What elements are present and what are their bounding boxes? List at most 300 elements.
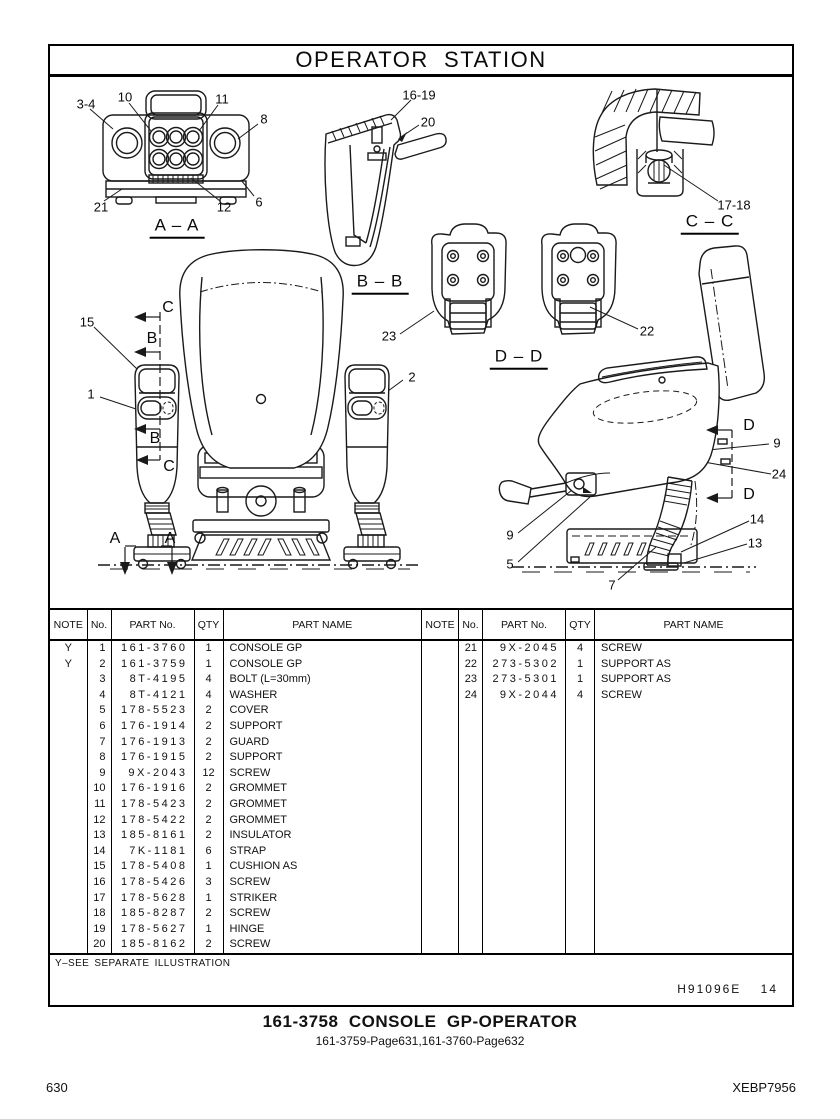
table-cell: 9X-2043 [111, 766, 194, 782]
table-cell: 176-1916 [111, 781, 194, 797]
table-row [50, 813, 421, 829]
section-letter: C [163, 458, 175, 475]
table-row [50, 640, 421, 657]
table-cell [483, 906, 566, 922]
table-cell: GROMMET [223, 797, 421, 813]
table-row [422, 891, 793, 907]
table-cell: 9X-2045 [483, 640, 566, 657]
table-cell: CONSOLE GP [223, 657, 421, 673]
table-cell: 161-3760 [111, 640, 194, 657]
table-cell: 2 [194, 735, 223, 751]
table-cell: 185-8287 [111, 906, 194, 922]
table-row [422, 672, 793, 688]
section-cc-drawing [593, 89, 714, 196]
section-letter: D [743, 486, 755, 503]
table-cell [459, 813, 483, 829]
table-row [50, 735, 421, 751]
document-id: XEBP7956 [732, 1080, 796, 1095]
table-row [422, 813, 793, 829]
table-cell [50, 719, 87, 735]
table-cell: 178-5422 [111, 813, 194, 829]
table-row [50, 781, 421, 797]
table-row [422, 750, 793, 766]
table-cell: SCREW [223, 766, 421, 782]
table-cell: 16 [87, 875, 111, 891]
table-cell [422, 922, 459, 938]
table-row [50, 719, 421, 735]
table-cell: 1 [87, 640, 111, 657]
table-cell [483, 703, 566, 719]
table-cell [50, 828, 87, 844]
table-cell [566, 750, 595, 766]
table-cell [595, 922, 793, 938]
table-cell [50, 891, 87, 907]
table-cell [483, 875, 566, 891]
callout-label: 13 [747, 535, 763, 551]
table-row [422, 703, 793, 719]
table-cell: 178-5628 [111, 891, 194, 907]
table-cell [566, 719, 595, 735]
table-cell [566, 891, 595, 907]
table-cell [422, 766, 459, 782]
table-cell: 13 [87, 828, 111, 844]
callout-label: 6 [255, 194, 263, 210]
table-cell [459, 828, 483, 844]
section-letter: D [743, 417, 755, 434]
callout-label: 9 [773, 435, 781, 451]
table-cell [422, 672, 459, 688]
table-row [50, 875, 421, 891]
table-cell: 3 [194, 875, 223, 891]
table-cell: 7 [87, 735, 111, 751]
table-header-row [50, 610, 421, 640]
callout-label: 2 [408, 369, 416, 385]
table-cell: 2 [194, 906, 223, 922]
table-cell: 1 [194, 859, 223, 875]
table-cell: 2 [194, 750, 223, 766]
table-row [422, 766, 793, 782]
table-row [50, 657, 421, 673]
col-header-partname: PART NAME [223, 610, 421, 640]
table-cell: 176-1914 [111, 719, 194, 735]
table-cell [422, 703, 459, 719]
table-cell: SUPPORT [223, 719, 421, 735]
table-cell [459, 859, 483, 875]
table-cell: 9 [87, 766, 111, 782]
callout-label: 11 [215, 91, 229, 107]
table-cell: 178-5408 [111, 859, 194, 875]
callout-label: 17-18 [717, 197, 751, 213]
table-cell [566, 937, 595, 953]
table-cell: 12 [194, 766, 223, 782]
section-bb-drawing [325, 115, 446, 266]
callout-label: 9 [506, 527, 514, 543]
table-cell: Y [64, 657, 72, 670]
table-cell [595, 844, 793, 860]
table-cell: SCREW [223, 937, 421, 953]
table-cell: 1 [566, 672, 595, 688]
table-cell [483, 813, 566, 829]
table-cell: 11 [87, 797, 111, 813]
table-cell: 7K-1181 [111, 844, 194, 860]
table-cell [459, 875, 483, 891]
table-cell [422, 781, 459, 797]
table-cell [459, 735, 483, 751]
page-number: 630 [46, 1080, 68, 1095]
caption-block [0, 1012, 840, 1048]
col-header-no: No. [87, 610, 111, 640]
table-cell: 8 [87, 750, 111, 766]
section-label-dd: D – D [490, 347, 548, 370]
section-letter: B [146, 330, 158, 347]
table-cell [459, 844, 483, 860]
table-row [50, 859, 421, 875]
drawing-code [677, 982, 778, 996]
table-cell [459, 937, 483, 953]
table-cell [459, 750, 483, 766]
table-cell [566, 875, 595, 891]
table-row [50, 750, 421, 766]
table-cell [50, 922, 87, 938]
table-cell [483, 844, 566, 860]
table-cell: 2 [194, 828, 223, 844]
table-cell: SUPPORT AS [595, 657, 793, 673]
table-cell [483, 719, 566, 735]
table-cell [595, 781, 793, 797]
callout-label: 21 [93, 199, 109, 215]
table-cell: 9X-2044 [483, 688, 566, 704]
callout-label: 3-4 [76, 96, 96, 112]
table-cell: 2 [87, 657, 111, 673]
seat-rear-view-drawing [98, 250, 422, 575]
table-cell [566, 906, 595, 922]
table-cell: 2 [194, 719, 223, 735]
table-cell [50, 797, 87, 813]
table-cell: 12 [87, 813, 111, 829]
table-cell: Y [64, 642, 72, 654]
table-cell [595, 750, 793, 766]
table-cell: 2 [194, 797, 223, 813]
table-cell [483, 922, 566, 938]
table-cell: 4 [194, 688, 223, 704]
table-cell [50, 750, 87, 766]
table-cell [50, 766, 87, 782]
callout-label: 5 [506, 556, 514, 572]
table-cell: STRAP [223, 844, 421, 860]
table-cell: 185-8161 [111, 828, 194, 844]
table-cell: 21 [459, 640, 483, 657]
table-cell [595, 891, 793, 907]
table-cell: 17 [87, 891, 111, 907]
table-cell: 4 [194, 672, 223, 688]
table-cell [422, 640, 459, 657]
table-cell: 19 [87, 922, 111, 938]
table-cell [422, 750, 459, 766]
table-cell: 8T-4195 [111, 672, 194, 688]
table-row [422, 875, 793, 891]
table-cell: 178-5426 [111, 875, 194, 891]
caption-title: 161-3758 CONSOLE GP-OPERATOR [262, 1012, 578, 1031]
table-cell [50, 859, 87, 875]
page-frame [48, 44, 794, 1007]
table-cell: GROMMET [223, 813, 421, 829]
table-cell [566, 781, 595, 797]
table-row [422, 828, 793, 844]
table-cell [459, 797, 483, 813]
table-cell: 6 [194, 844, 223, 860]
table-row [50, 766, 421, 782]
table-cell [483, 797, 566, 813]
table-cell [422, 797, 459, 813]
table-cell [422, 735, 459, 751]
table-cell [422, 844, 459, 860]
table-cell: INSULATOR [223, 828, 421, 844]
callout-label: 20 [420, 114, 436, 130]
col-header-note: NOTE [50, 610, 87, 640]
table-cell: 273-5301 [483, 672, 566, 688]
table-row [422, 922, 793, 938]
table-cell [50, 906, 87, 922]
table-cell: 6 [87, 719, 111, 735]
table-cell: STRIKER [223, 891, 421, 907]
table-cell: 176-1913 [111, 735, 194, 751]
table-row [50, 828, 421, 844]
footnote-text: Y–SEE SEPARATE ILLUSTRATION [55, 957, 231, 969]
table-cell [483, 781, 566, 797]
table-cell [422, 891, 459, 907]
section-letter: B [149, 430, 161, 447]
table-cell [459, 922, 483, 938]
sheet-number: 14 [760, 981, 778, 996]
table-cell [483, 735, 566, 751]
table-cell [566, 844, 595, 860]
table-cell: SCREW [223, 906, 421, 922]
callout-label: 7 [608, 577, 616, 593]
table-cell [422, 719, 459, 735]
table-cell: COVER [223, 703, 421, 719]
table-cell: 15 [87, 859, 111, 875]
table-row [422, 640, 793, 657]
table-cell: 10 [87, 781, 111, 797]
caption-subtitle: 161-3759-Page631,161-3760-Page632 [315, 1034, 525, 1048]
parts-table-block [50, 608, 792, 953]
table-row [422, 781, 793, 797]
table-cell [459, 766, 483, 782]
table-cell: 1 [194, 891, 223, 907]
table-cell [459, 781, 483, 797]
table-cell: 178-5523 [111, 703, 194, 719]
table-cell: 273-5302 [483, 657, 566, 673]
callout-label: 1 [87, 386, 95, 402]
callout-label: 10 [117, 89, 133, 105]
section-label-bb: B – B [352, 272, 409, 295]
table-row [50, 844, 421, 860]
table-cell [50, 672, 87, 688]
table-cell: SCREW [223, 875, 421, 891]
table-cell [483, 937, 566, 953]
table-cell [422, 813, 459, 829]
table-cell [566, 766, 595, 782]
col-header-qty: QTY [566, 610, 595, 640]
table-cell [422, 875, 459, 891]
table-cell [483, 859, 566, 875]
table-cell [566, 813, 595, 829]
table-cell: 185-8162 [111, 937, 194, 953]
table-cell: 1 [194, 922, 223, 938]
table-row [50, 703, 421, 719]
section-letter: A [164, 530, 176, 547]
callout-label: 24 [771, 466, 787, 482]
table-cell: 22 [459, 657, 483, 673]
table-cell: 176-1915 [111, 750, 194, 766]
table-cell: 14 [87, 844, 111, 860]
parts-diagram-illustration [50, 77, 792, 608]
table-cell: BOLT (L=30mm) [223, 672, 421, 688]
table-row [422, 844, 793, 860]
table-cell: 1 [194, 640, 223, 657]
table-cell: 161-3759 [111, 657, 194, 673]
table-cell [422, 657, 459, 673]
callout-label: 8 [260, 111, 268, 127]
table-cell: SUPPORT AS [595, 672, 793, 688]
table-row [422, 859, 793, 875]
table-cell [459, 906, 483, 922]
table-cell [595, 813, 793, 829]
table-cell [566, 922, 595, 938]
table-row [50, 922, 421, 938]
table-row [422, 735, 793, 751]
table-cell [595, 906, 793, 922]
table-cell [50, 703, 87, 719]
table-cell [595, 828, 793, 844]
table-cell [566, 859, 595, 875]
table-row [422, 719, 793, 735]
table-cell: 178-5627 [111, 922, 194, 938]
table-cell [566, 797, 595, 813]
table-cell: GROMMET [223, 781, 421, 797]
table-cell [595, 735, 793, 751]
table-row [50, 891, 421, 907]
table-cell [483, 891, 566, 907]
table-cell: 18 [87, 906, 111, 922]
seat-side-view-drawing [499, 246, 764, 572]
table-cell: 4 [566, 640, 595, 657]
table-cell [595, 875, 793, 891]
table-cell [459, 719, 483, 735]
table-cell: 20 [87, 937, 111, 953]
page-title: OPERATOR STATION [50, 46, 792, 77]
col-header-note: NOTE [422, 610, 459, 640]
table-cell [595, 859, 793, 875]
table-header-row [422, 610, 793, 640]
table-row [50, 937, 421, 953]
table-cell: 8T-4121 [111, 688, 194, 704]
table-cell: 5 [87, 703, 111, 719]
table-cell [595, 703, 793, 719]
table-cell [566, 828, 595, 844]
table-cell: CONSOLE GP [223, 640, 421, 657]
table-cell [595, 797, 793, 813]
table-cell [50, 781, 87, 797]
table-cell: CUSHION AS [223, 859, 421, 875]
table-row [50, 688, 421, 704]
table-cell: 2 [194, 781, 223, 797]
table-cell [50, 735, 87, 751]
table-cell: SCREW [595, 688, 793, 704]
callout-label: 23 [381, 328, 397, 344]
table-cell [595, 766, 793, 782]
diagram-area [50, 77, 792, 608]
table-row [422, 906, 793, 922]
table-cell: 1 [194, 657, 223, 673]
note-area [50, 953, 792, 1005]
section-label-aa: A – A [150, 216, 205, 239]
section-label-cc: C – C [681, 212, 739, 235]
table-cell [422, 906, 459, 922]
col-header-partno: PART No. [111, 610, 194, 640]
table-cell [566, 703, 595, 719]
section-letter: C [162, 299, 174, 316]
table-cell: 3 [87, 672, 111, 688]
table-cell: 2 [194, 703, 223, 719]
section-aa-drawing [103, 91, 249, 204]
col-header-qty: QTY [194, 610, 223, 640]
callout-label: 12 [216, 199, 232, 215]
parts-table-right [421, 610, 792, 953]
table-cell [422, 828, 459, 844]
table-cell [483, 828, 566, 844]
table-cell [422, 688, 459, 704]
section-letter: A [109, 530, 121, 547]
table-cell: SUPPORT [223, 750, 421, 766]
table-row [422, 937, 793, 953]
table-cell [50, 875, 87, 891]
table-cell [459, 891, 483, 907]
table-cell: 2 [194, 813, 223, 829]
col-header-partno: PART No. [483, 610, 566, 640]
parts-table-left [50, 610, 421, 953]
callout-label: 15 [79, 314, 95, 330]
table-cell: 2 [194, 937, 223, 953]
table-cell [595, 719, 793, 735]
table-cell [50, 844, 87, 860]
table-cell [483, 750, 566, 766]
table-row [422, 688, 793, 704]
table-cell: SCREW [595, 640, 793, 657]
table-row [50, 672, 421, 688]
table-cell: 23 [459, 672, 483, 688]
table-cell: 178-5423 [111, 797, 194, 813]
table-cell [422, 859, 459, 875]
table-cell [50, 688, 87, 704]
col-header-no: No. [459, 610, 483, 640]
table-cell: WASHER [223, 688, 421, 704]
table-cell [595, 937, 793, 953]
table-cell: 24 [459, 688, 483, 704]
callout-label: 22 [639, 323, 655, 339]
section-dd-drawing [432, 224, 616, 334]
table-cell: 1 [566, 657, 595, 673]
table-row [50, 797, 421, 813]
table-cell: GUARD [223, 735, 421, 751]
drawing-code-value: H91096E [677, 981, 742, 996]
table-row [422, 657, 793, 673]
col-header-partname: PART NAME [595, 610, 793, 640]
table-cell [459, 703, 483, 719]
table-cell: 4 [87, 688, 111, 704]
table-row [50, 906, 421, 922]
callout-label: 16-19 [402, 87, 436, 103]
